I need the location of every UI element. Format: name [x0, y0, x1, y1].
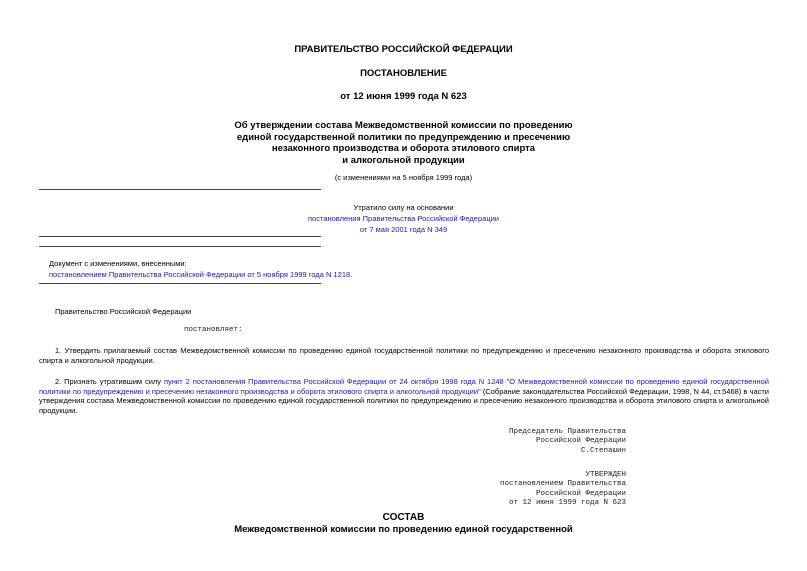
government-name: ПРАВИТЕЛЬСТВО РОССИЙСКОЙ ФЕДЕРАЦИИ — [294, 44, 513, 55]
item2-suffix: (Собрание законодательства Российской Федерации, 1998, N 44, ст.5468) в части утверждения состава Межведомственной комиссии по проведению единой государственной политики по предупреждению и пресечению незаконного производства и оборота этилового спирта и алкогольной продукции. — [39, 386, 769, 415]
approved-block — [500, 471, 626, 508]
divider — [39, 283, 321, 284]
paragraph-item-2 — [39, 377, 769, 415]
item2-prefix: 2. Признать утратившим силу — [55, 377, 164, 386]
document-date-number: от 12 июня 1999 года N 623 — [340, 91, 467, 102]
changes-box — [49, 258, 449, 280]
divider — [39, 246, 321, 247]
paragraph-item-1: 1. Утвердить прилагаемый состав Межведомственной комиссии по проведению единой государственной политики по предупреждению и пресечению незаконного производства и оборота этилового спирта и алкогольной продукции. — [39, 346, 769, 365]
intro-text: Правительство Российской Федерации — [55, 307, 192, 316]
title-line: незаконного производства и оборота этилового спирта — [271, 143, 536, 154]
void-notice-link-date[interactable]: от 7 мая 2001 года N 349 — [359, 225, 448, 234]
document-type: ПОСТАНОВЛЕНИЕ — [360, 68, 447, 79]
signature-name: С.Степашин — [580, 446, 626, 455]
composition-subheading: Межведомственной комиссии по проведению единой государственной — [234, 524, 573, 535]
changes-suffix: . — [350, 270, 353, 279]
composition-heading: СОСТАВ — [382, 512, 425, 523]
divider — [39, 189, 321, 190]
item2-link[interactable]: пункт 2 постановления Правительства Российской Федерации от 24 октября 1998 года N 1248 "О Межведомственной комиссии по проведению единой государственной политики по предупреждению и пресечению незаконного производства и оборота этилового спирта и алкогольной продукции" — [39, 377, 769, 396]
decrees-text: постановляет: — [184, 326, 243, 334]
approved-date: от 12 июня 1999 года N 623 — [508, 498, 626, 507]
title-line: единой государственной политики по предупреждению и пресечению — [236, 131, 571, 143]
document-title — [0, 120, 807, 166]
title-line: Об утверждении состава Межведомственной комиссии по проведению — [234, 120, 573, 131]
amendments-note: (с изменениями на 5 ноября 1999 года) — [334, 173, 473, 182]
signature-line: Российской Федерации — [535, 437, 626, 446]
changes-link-line — [49, 269, 449, 280]
approved-line: постановлением Правительства — [499, 480, 626, 489]
title-line: и алкогольной продукции — [342, 154, 465, 166]
changes-label: Документ с изменениями, внесенными: — [49, 259, 187, 268]
void-notice — [0, 202, 807, 235]
divider — [39, 236, 321, 237]
approved-line: Российской Федерации — [535, 489, 626, 498]
changes-link[interactable]: постановлением Правительства Российской Федерации от 5 ноября 1999 года N 1218 — [49, 270, 351, 279]
void-notice-link[interactable]: постановления Правительства Российской Федерации — [307, 214, 499, 223]
approved-label: УТВЕРЖДЕН — [585, 471, 626, 479]
signature-block — [509, 428, 626, 456]
signature-line: Председатель Правительства — [508, 428, 626, 436]
void-notice-text: Утратило силу на основании — [353, 203, 454, 212]
